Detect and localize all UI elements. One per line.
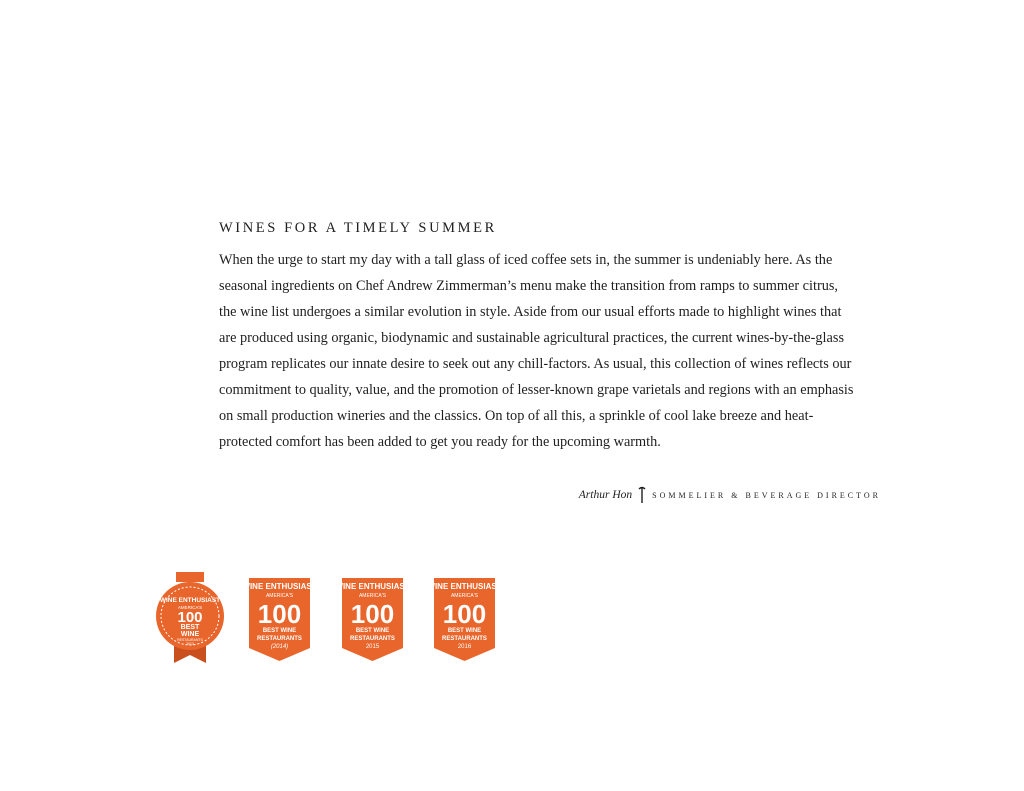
shield-line1: BEST WINE: [262, 628, 297, 634]
award-shield-badge: [242, 576, 317, 662]
shield-number: 100: [350, 599, 395, 629]
ribbon-top: [176, 572, 204, 582]
shield-line1: BEST WINE: [355, 628, 390, 634]
shield-sub: AMERICA'S: [450, 593, 479, 599]
signature-title: SOMMELIER & BEVERAGE DIRECTOR: [652, 490, 881, 500]
signature: [579, 486, 881, 504]
seal-line3: RESTAURANTS: [177, 638, 203, 642]
shield-number: 100: [257, 599, 302, 629]
signature-name: Arthur Hon: [578, 489, 633, 501]
corkscrew-icon: [638, 486, 646, 504]
body-line: seasonal ingredients on Chef Andrew Zimmerman’s menu make the transition from ramps to summer citrus,: [219, 278, 838, 294]
shield-year: 2015: [365, 644, 380, 650]
shield-brand: WINE ENTHUSIAST: [335, 582, 410, 591]
body-line: commitment to quality, value, and the promotion of lesser-known grape varietals and regions with an emphasis: [219, 382, 854, 398]
award-shield-badge: [427, 576, 502, 662]
shield-line2: RESTAURANTS: [442, 636, 487, 642]
award-shield-badge: [335, 576, 410, 662]
award-seal-badge: [154, 571, 226, 665]
shield-sub: AMERICA'S: [265, 593, 294, 599]
body-line: the wine list undergoes a similar evolution in style. Aside from our usual efforts made to highlight wines that: [219, 304, 842, 320]
article-heading: WINES FOR A TIMELY SUMMER: [219, 220, 497, 236]
body-line: are produced using organic, biodynamic and sustainable agricultural practices, the current wines-by-the-glass: [219, 330, 845, 346]
shield-sub: AMERICA'S: [358, 593, 387, 599]
seal-line1: BEST: [180, 624, 200, 631]
shield-year: (2014): [270, 644, 289, 650]
shield-line1: BEST WINE: [447, 628, 482, 634]
article-body: [219, 247, 889, 455]
shield-brand: WINE ENTHUSIAST: [242, 582, 317, 591]
shield-line2: RESTAURANTS: [257, 636, 302, 642]
shield-number: 100: [442, 599, 487, 629]
seal-year: 2013: [186, 642, 194, 646]
shield-year: 2016: [457, 644, 472, 650]
seal-brand: WINE ENTHUSIAST: [159, 597, 221, 604]
shield-brand: WINE ENTHUSIAST: [427, 582, 502, 591]
body-line: When the urge to start my day with a tall glass of iced coffee sets in, the summer is undeniably here. As the: [219, 252, 833, 268]
body-line: on small production wineries and the classics. On top of all this, a sprinkle of cool lake breeze and heat-: [219, 408, 814, 424]
body-line: protected comfort has been added to get you ready for the upcoming warmth.: [219, 434, 661, 450]
shield-line2: RESTAURANTS: [350, 636, 395, 642]
seal-sub: AMERICA'S: [177, 605, 203, 610]
seal-number: 100: [177, 609, 203, 626]
body-line: program replicates our innate desire to seek out any chill-factors. As usual, this collection of wines reflects our: [219, 356, 852, 372]
seal-line2: WINE: [180, 631, 200, 638]
